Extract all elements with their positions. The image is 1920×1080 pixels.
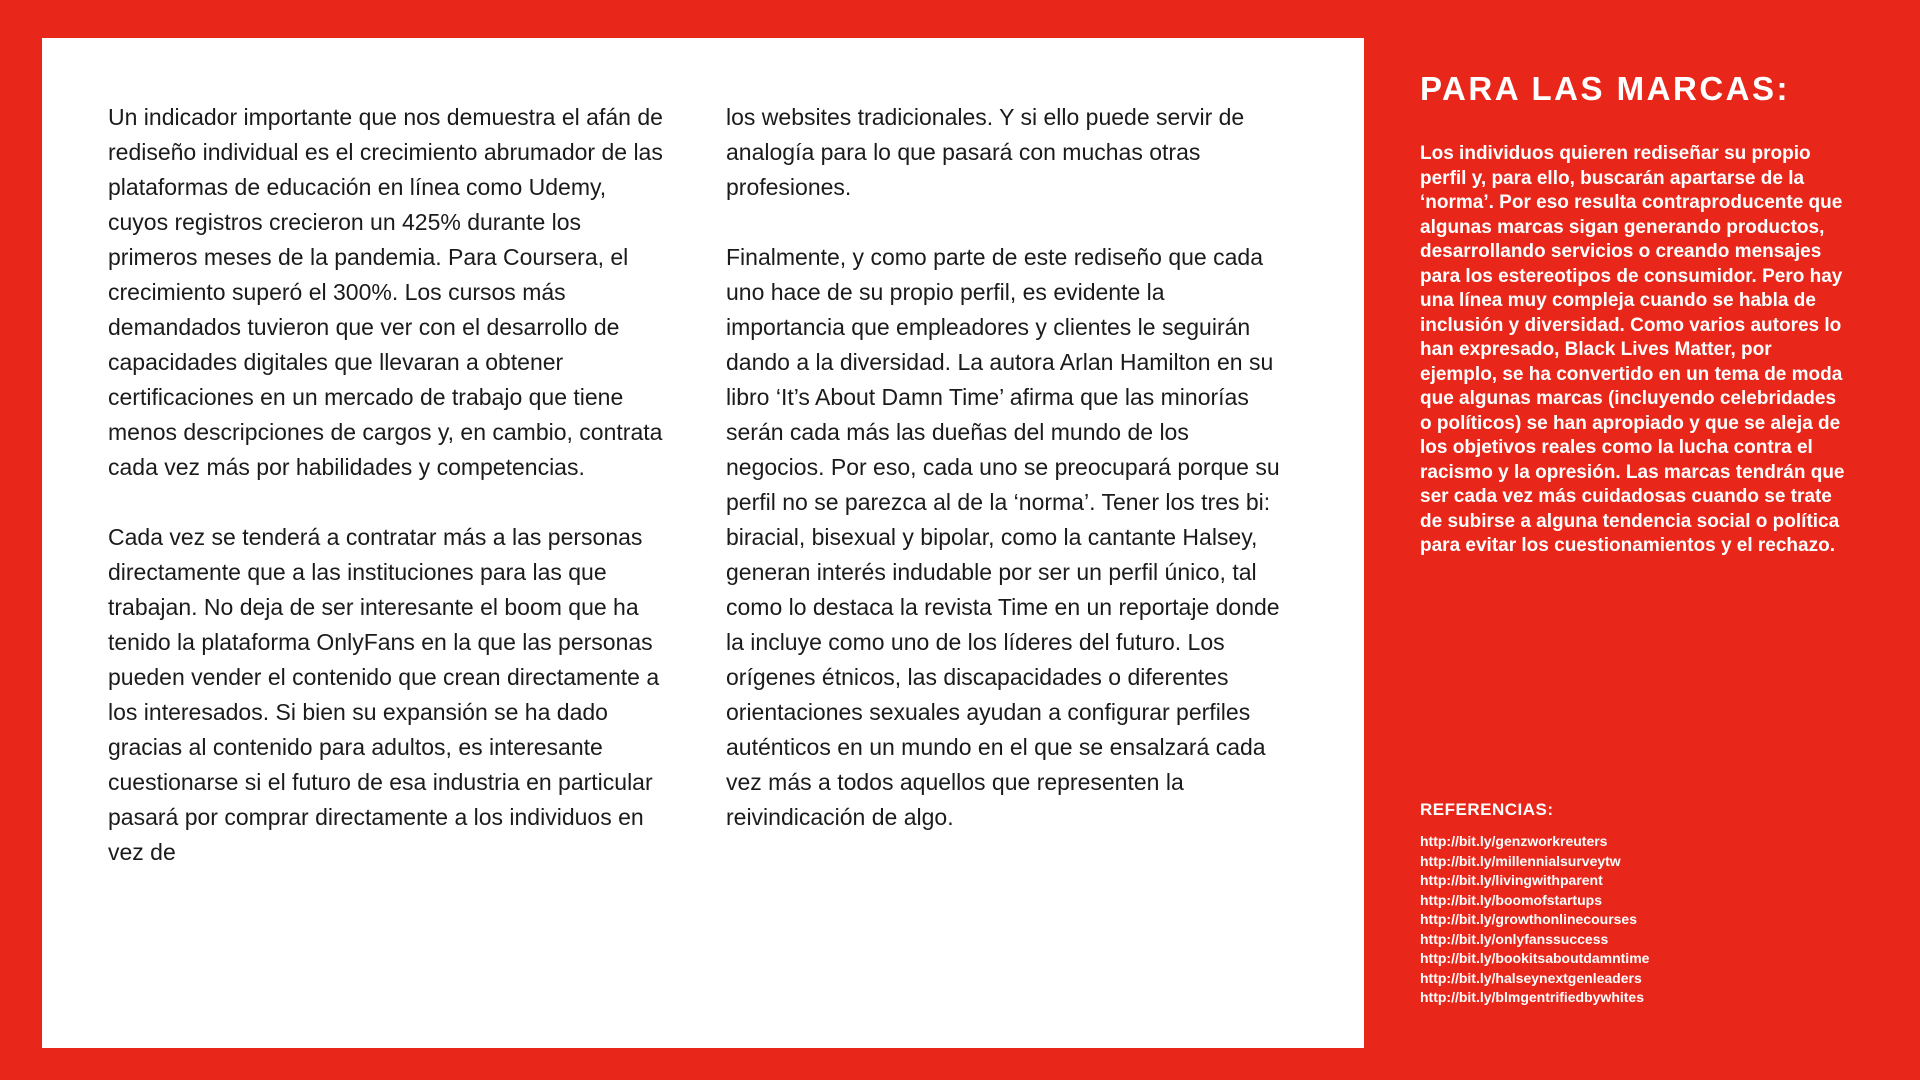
- article-column-middle: [726, 100, 1286, 1048]
- article-paragraph-1: Un indicador importante que nos demuestra el afán de rediseño individual es el crecimiento abrumador de las plataformas de educación en línea como Udemy, cuyos registros crecieron un 425% durante los primeros meses de la pandemia. Para Coursera, el crecimiento superó el 300%. Los cursos más demandados tuvieron que ver con el desarrollo de capacidades digitales que llevaran a obtener certificaciones en un mercado de trabajo que tiene menos descripciones de cargos y, en cambio, contrata cada vez más por habilidades y competencias.: [108, 104, 663, 480]
- article-card: [42, 38, 1364, 1048]
- article-paragraph-3: los websites tradicionales. Y si ello puede servir de analogía para lo que pasará con muchas otras profesiones.: [726, 104, 1245, 200]
- article-paragraph-4: Finalmente, y como parte de este rediseño que cada uno hace de su propio perfil, es evidente la importancia que empleadores y clientes le seguirán dando a la diversidad. La autora Arlan Hamilton en su libro ‘It’s About Damn Time’ afirma que las minorías serán cada más las dueñas del mundo de los negocios. Por eso, cada uno se preocupará porque su perfil no se parezca al de la ‘norma’. Tener los tres bi: biracial, bisexual y bipolar, como la cantante Halsey, generan interés indudable por ser un perfil único, tal como lo destaca la revista Time en un reportaje donde la incluye como uno de los líderes del futuro. Los orígenes étnicos, las discapacidades o diferentes orientaciones sexuales ayudan a configurar perfiles auténticos en un mundo en el que se ensalzará cada vez más a todos aquellos que representen la reivindicación de algo.: [726, 244, 1280, 830]
- reference-link[interactable]: http://bit.ly/boomofstartups: [1420, 891, 1602, 908]
- reference-link[interactable]: http://bit.ly/growthonlinecourses: [1420, 911, 1637, 927]
- sidebar-body-text: Los individuos quieren rediseñar su propio perfil y, para ello, buscarán apartarse de la ‘norma’. Por eso resulta contraproducente que algunas marcas sigan generando productos, desarrollando servicios o creando mensajes para los estereotipos de consumidor. Pero hay una línea muy compleja cuando se habla de inclusión y diversidad. Como varios autores lo han expresado, Black Lives Matter, por ejemplo, se ha convertido en un tema de moda que algunas marcas (incluyendo celebridades o políticos) se han apropiado y que se aleja de los objetivos reales como la lucha contra el racismo y la opresión. Las marcas tendrán que ser cada vez más cuidadosas cuando se trate de subirse a alguna tendencia social o política para evitar los cuestionamientos y el rechazo.: [1420, 143, 1845, 556]
- reference-link[interactable]: http://bit.ly/livingwithparent: [1420, 872, 1603, 888]
- reference-link[interactable]: http://bit.ly/halseynextgenleaders: [1420, 969, 1642, 986]
- sidebar-para-las-marcas: [1364, 0, 1920, 1080]
- sidebar-title: PARA LAS MARCAS:: [1420, 70, 1790, 107]
- reference-link[interactable]: http://bit.ly/millennialsurveytw: [1420, 852, 1621, 869]
- reference-link[interactable]: http://bit.ly/onlyfanssuccess: [1420, 930, 1609, 947]
- reference-link[interactable]: http://bit.ly/bookitsaboutdamntime: [1420, 950, 1650, 966]
- reference-link[interactable]: http://bit.ly/genzworkreuters: [1420, 833, 1608, 849]
- article-column-left: [108, 100, 668, 1048]
- article-paragraph-2: Cada vez se tenderá a contratar más a las personas directamente que a las instituciones para las que trabajan. No deja de ser interesante el boom que ha tenido la plataforma OnlyFans en la que las personas pueden vender el contenido que crean directamente a los interesados. Si bien su expansión se ha dado gracias al contenido para adultos, es interesante cuestionarse si el futuro de esa industria en particular pasará por comprar directamente a los individuos en vez de: [108, 524, 660, 865]
- reference-link[interactable]: http://bit.ly/blmgentrifiedbywhites: [1420, 989, 1644, 1005]
- references-title: REFERENCIAS:: [1420, 800, 1554, 819]
- references-section: [1420, 800, 1840, 1008]
